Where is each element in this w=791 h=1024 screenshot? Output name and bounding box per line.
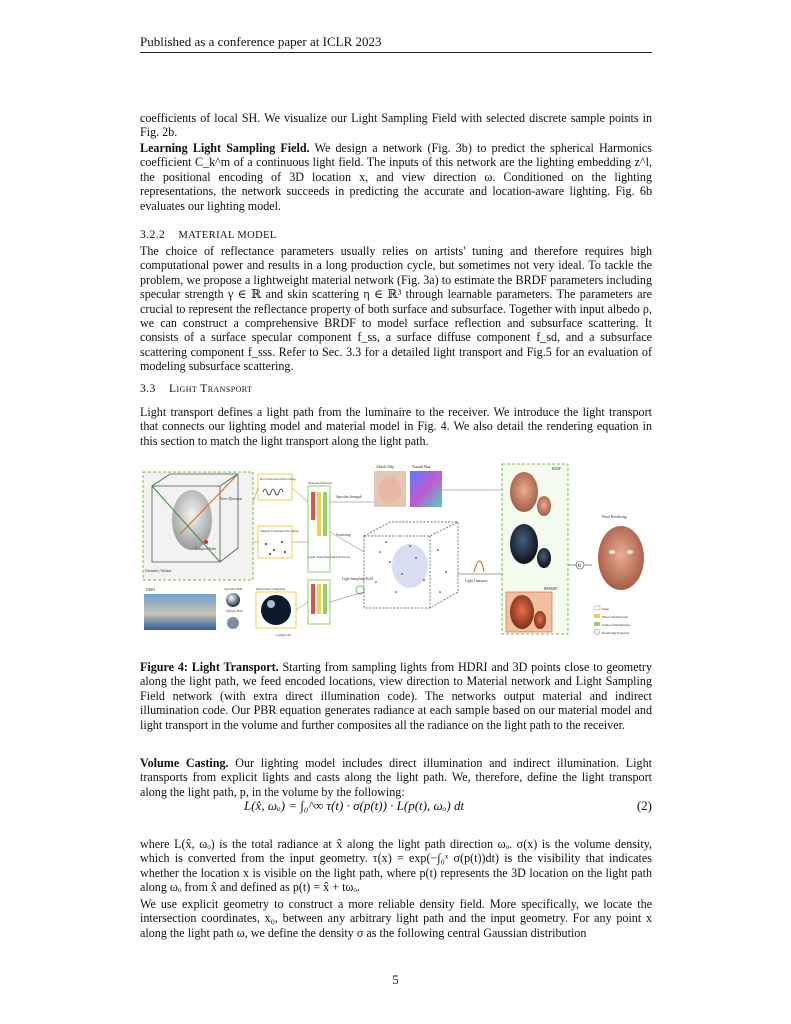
label-bsdf: BSDF [552, 467, 561, 471]
paragraph-text: Light transport defines a light path from the luminaire to the receiver. We introduce the light transport that connects our lighting model and material model in Fig. 4. We also detail the rendering equation in this section to match the light transport along the light path. [140, 405, 652, 448]
bssrdf-face [510, 595, 534, 629]
label-lsf-network: Light Sampling Field Network [308, 555, 350, 559]
section-heading-3-2-2 [140, 228, 277, 241]
bsdf-face-diffuse [510, 472, 538, 512]
specular-ball [226, 593, 240, 607]
figure-4-caption [140, 660, 652, 732]
hdri-image [144, 594, 216, 630]
paragraph-sh-coefficients [140, 111, 652, 140]
label-view-direction: View Direction [220, 497, 243, 501]
legend-render: Rendering Equation [602, 631, 630, 635]
section-number: 3.3 [140, 382, 156, 395]
label-geometry-volume: Geometry Volume [145, 569, 172, 573]
equation-2 [140, 786, 652, 830]
paragraph-text: We use explicit geometry to construct a more reliable density field. More specifically, we locate the intersection coordinates, x₀, between any arbitrary light path and the input geometry. For any point x along the light path ω, we define the density σ as the following central Gaussian distribution [140, 897, 652, 940]
label-albedo-map: Albedo Map [376, 465, 395, 469]
label-specular-strength: Specular Strength [336, 495, 362, 499]
label-light-transport: Light Transport [465, 579, 488, 583]
paragraph-light-transport [140, 405, 652, 448]
label-scattering: Scattering [336, 533, 351, 537]
paragraph-text: where L(x̂, ωₒ) is the total radiance at x̂ along the light path direction ωₒ. σ(x) is the volume density, which is converted from the input geometry. τ(x) = exp(−∫₀ˣ σ(p(t))dt) is the visibility that indicates whether the location x is visible on the light path, where p(t) represents the 3D location on the light path along ωₒ from x̂ and defined as p(t) = x̂ + tωₒ. [140, 837, 652, 895]
page-number: 5 [392, 972, 399, 987]
header-rule [140, 52, 652, 53]
paragraph-learning-lsf [140, 141, 652, 213]
section-number: 3.2.2 [140, 228, 166, 241]
label-diffuse-ball: Diffuse Ball [226, 609, 243, 613]
label-bssrdf: BSSRDF [544, 587, 558, 591]
label-lightprobe: Lightprobe [276, 633, 292, 637]
section-heading-3-3 [140, 382, 252, 395]
render-symbol: R [578, 564, 582, 569]
legend-input: Input [602, 607, 610, 611]
legend-direct: Direct Illumination [602, 615, 629, 619]
paragraph-heading: Learning Light Sampling Field. [140, 141, 310, 155]
caption-label: Figure 4: [140, 660, 188, 674]
paragraph-text: coefficients of local SH. We visualize our Light Sampling Field with selected discrete sample points in Fig. 2b. [140, 111, 652, 140]
paragraph-explicit-geometry [140, 897, 652, 940]
diffuse-ball [227, 617, 239, 629]
caption-heading: Light Transport. [191, 660, 279, 674]
label-final-rendering: Final Rendering [602, 515, 627, 519]
lightprobe-sphere [261, 595, 291, 625]
equation-body: L(x̂, ωₒ) = ∫₀^∞ τ(t) · σ(p(t)) · L(p(t), ωₒ) dt [244, 798, 465, 813]
label-normal-map: Normal Map [412, 465, 431, 469]
section-title: Light Transport [169, 382, 253, 395]
label-ray-dir: Ray Directional Encoding [260, 477, 296, 481]
paragraph-text: Our lighting model includes direct illumination and indirect illumination. Light transports from explicit lights and casts along the light path. We, therefore, define the light transport along the light path, p, in the volume by the following: [140, 756, 652, 799]
paragraph-text: We design a network (Fig. 3b) to predict the spherical Harmonics coefficient C_k^m of a continuous light field. The inputs of this network are the lighting embedding z^l, the positional encoding of 3D location x, and view direction ω. Conditioned on the lighting representations, the network succeeds in predicting the accurate and location-aware lighting. Fig. 6b evaluates our lighting model. [140, 141, 653, 213]
label-material-network: Material Network [308, 481, 333, 485]
final-rendering-face [598, 526, 644, 590]
label-specular-ball: Specular Ball [224, 587, 243, 591]
legend-indirect: Indirect Illumination [602, 623, 631, 627]
paragraph-radiance-definition [140, 837, 652, 895]
label-lsf: Light Sampling Field [342, 577, 373, 581]
figure-svg [140, 462, 652, 638]
figure-4-diagram [140, 462, 652, 638]
label-sample-pos: Sample Positional Encoding [260, 529, 299, 533]
running-header: Published as a conference paper at ICLR 2023 [140, 34, 382, 49]
paragraph-material-model [140, 244, 652, 374]
equation-number: (2) [636, 798, 652, 813]
caption-text: Starting from sampling lights from HDRI and 3D points close to geometry along the light path, we feed encoded locations, view direction to Material network and Light Sampling Field network (with extra direct illumination code). The networks output material and indirect illumination code. Our PBR equation generates radiance at each sample based on our material model and light transport in the volume and further composites all the radiance on the light path to the receiver. [140, 660, 653, 732]
section-title: MATERIAL MODEL [178, 230, 277, 241]
normal-map-image [410, 471, 442, 507]
paragraph-heading: Volume Casting. [140, 756, 229, 770]
bsdf-face-specular [510, 524, 538, 564]
label-sampled-point: Sampled Point [195, 547, 217, 551]
label-importance-sampling: Importance Sampling [256, 587, 286, 591]
label-hdri: HDRI [146, 588, 155, 592]
paragraph-text: The choice of reflectance parameters usually relies on artists' tuning and therefore requires high computational power and results in a long production cycle, but sometimes not very ideal. To tackle the problem, we propose a lightweight material network (Fig. 3a) to estimate the BRDF parameters including specular strength γ ∈ ℝ and skin scattering η ∈ ℝ³ through learnable parameters. The parameters are crucial to represent the reflectance property of both surface and subsurface. Together with input albedo ρ, we can construct a comprehensive BRDF to model surface reflection and subsurface scattering. It consists of a surface specular component f_ss, a surface diffuse component f_sd, and a subsurface scattering component f_sss. Refer to Sec. 3.3 for a detailed light transport and Fig.5 for an evaluation of modeling subsurface scattering. [140, 244, 652, 374]
volume-head [392, 544, 428, 588]
